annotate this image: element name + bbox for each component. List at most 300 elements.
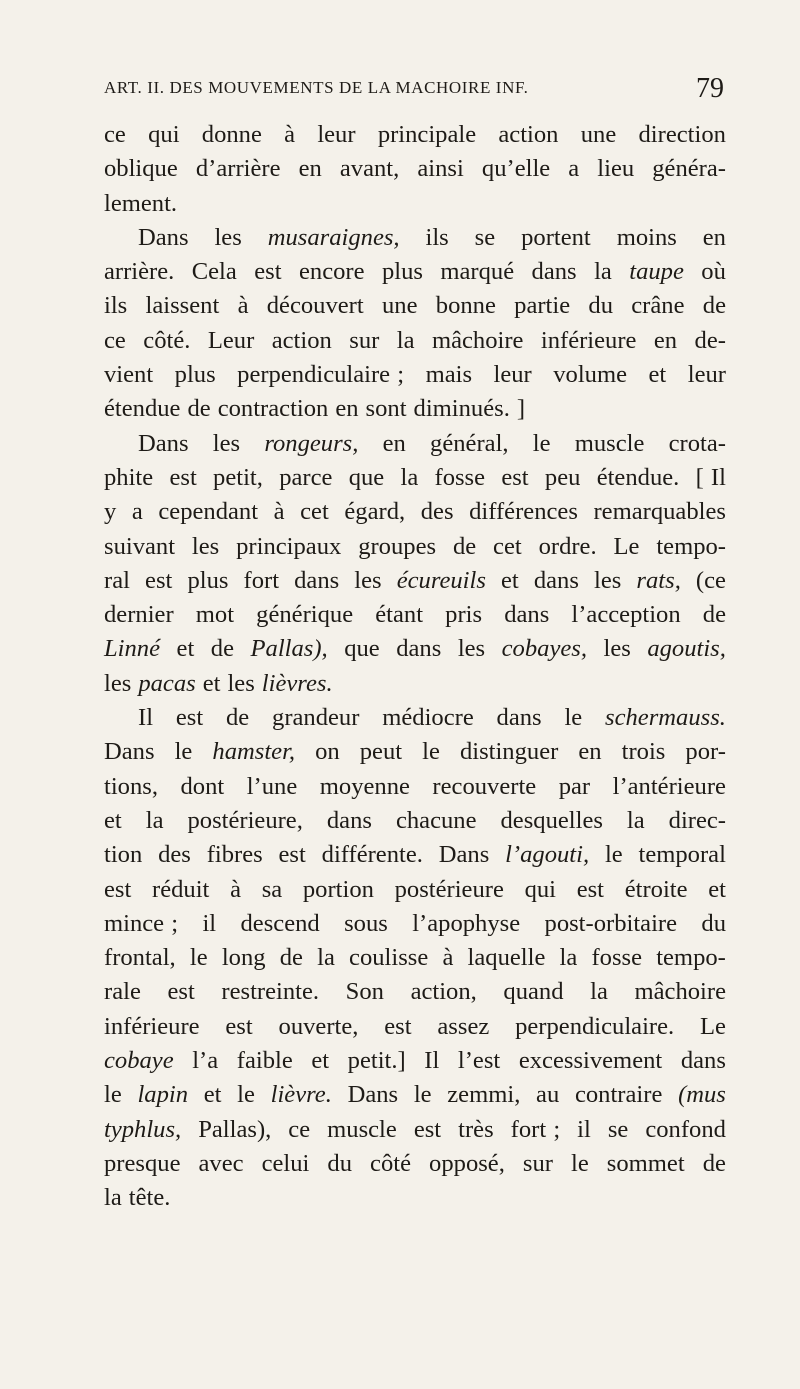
word: dans bbox=[396, 635, 442, 663]
text-line bbox=[104, 1147, 726, 1181]
text-line bbox=[104, 907, 726, 941]
word: les bbox=[603, 635, 631, 663]
word: les bbox=[594, 566, 622, 594]
word: est bbox=[254, 258, 282, 286]
word: ils bbox=[104, 292, 128, 320]
word: lièvres. bbox=[261, 669, 333, 697]
word: direction bbox=[638, 121, 726, 148]
word: fort ; bbox=[510, 1115, 561, 1143]
word: l’apophyse bbox=[412, 909, 521, 937]
word: (ce bbox=[695, 566, 726, 594]
word: faible bbox=[236, 1047, 293, 1075]
word: opposé, bbox=[429, 1149, 505, 1177]
word: est bbox=[225, 1012, 253, 1040]
word: crota- bbox=[668, 429, 726, 457]
text-line bbox=[104, 735, 726, 769]
word: est bbox=[145, 566, 173, 594]
text-line bbox=[104, 392, 726, 426]
word: l’est bbox=[457, 1047, 501, 1075]
word: et bbox=[203, 1081, 222, 1109]
word: ce bbox=[104, 326, 126, 354]
word: il bbox=[202, 909, 217, 937]
word: por- bbox=[685, 738, 726, 766]
word: diminués. bbox=[413, 395, 510, 423]
word: les bbox=[104, 669, 132, 697]
word: côté bbox=[370, 1149, 412, 1177]
word: dans bbox=[326, 806, 372, 834]
word: plus bbox=[381, 258, 423, 286]
word: ce bbox=[104, 121, 126, 148]
text-line bbox=[104, 461, 726, 495]
word: la bbox=[400, 463, 419, 491]
word: tempo- bbox=[656, 944, 726, 972]
word: presque bbox=[104, 1149, 181, 1177]
text-line bbox=[104, 701, 726, 735]
word: vient bbox=[104, 361, 154, 389]
word: le bbox=[571, 1149, 589, 1177]
text-line bbox=[104, 975, 726, 1009]
word: que bbox=[344, 635, 380, 663]
word: hamster, bbox=[212, 738, 296, 766]
word: cet bbox=[493, 532, 522, 560]
word: peut bbox=[359, 738, 403, 766]
word: à bbox=[284, 121, 296, 148]
word: le bbox=[104, 1081, 122, 1109]
word: Dans bbox=[347, 1081, 399, 1109]
text-line bbox=[104, 427, 726, 461]
word: le bbox=[604, 841, 623, 869]
text-line bbox=[104, 152, 726, 186]
word: muscle bbox=[327, 1115, 397, 1143]
text-line bbox=[104, 1113, 726, 1147]
text-line bbox=[104, 770, 726, 804]
word: avec bbox=[198, 1149, 244, 1177]
word: ] bbox=[516, 395, 526, 423]
word: bonne bbox=[435, 292, 496, 320]
page-number: 79 bbox=[696, 73, 724, 104]
word: ils bbox=[425, 223, 449, 251]
word: typhlus, bbox=[104, 1115, 182, 1143]
word: est bbox=[167, 978, 195, 1006]
word: généra- bbox=[652, 155, 726, 183]
word: l’acception bbox=[571, 601, 681, 629]
word: de bbox=[452, 532, 477, 560]
text-line bbox=[104, 1044, 726, 1078]
word: est bbox=[104, 875, 132, 903]
word: phite bbox=[104, 463, 154, 491]
text-line bbox=[104, 598, 726, 632]
word: long bbox=[221, 944, 266, 972]
text-line bbox=[104, 804, 726, 838]
word: écureuils bbox=[396, 566, 486, 594]
word: du bbox=[701, 909, 726, 937]
text-line bbox=[104, 324, 726, 358]
word: chacune bbox=[395, 806, 477, 834]
word: se bbox=[607, 1115, 629, 1143]
word: étendue bbox=[104, 395, 181, 423]
word: en bbox=[298, 155, 322, 183]
word: et bbox=[104, 806, 122, 834]
word: de bbox=[210, 635, 234, 663]
word: de- bbox=[694, 326, 726, 354]
word: de bbox=[187, 395, 211, 423]
word: dans bbox=[294, 566, 340, 594]
word: générique bbox=[256, 601, 354, 629]
word: dans bbox=[680, 1047, 726, 1075]
word: remarquables bbox=[593, 498, 726, 526]
word: distinguer bbox=[459, 738, 559, 766]
word: qu’elle bbox=[481, 155, 551, 183]
word: celui bbox=[261, 1149, 310, 1177]
word: a bbox=[568, 155, 580, 183]
word: temporal bbox=[638, 841, 726, 869]
word: et bbox=[708, 875, 726, 903]
word: Le bbox=[700, 1012, 726, 1040]
word: lement. bbox=[104, 189, 178, 217]
word: sur bbox=[349, 326, 380, 354]
word: le bbox=[174, 738, 193, 766]
word: différences bbox=[469, 498, 578, 526]
word: il bbox=[577, 1115, 591, 1143]
word: l’antérieure bbox=[612, 772, 726, 800]
word: très bbox=[458, 1115, 494, 1143]
word: grandeur bbox=[272, 704, 360, 732]
word: contraction bbox=[217, 395, 329, 423]
word: des bbox=[158, 841, 191, 869]
word: post-orbitaire bbox=[544, 909, 678, 937]
word: musaraignes, bbox=[267, 223, 400, 251]
word: rale bbox=[104, 978, 141, 1006]
word: se bbox=[474, 223, 496, 251]
word: qui bbox=[524, 875, 556, 903]
word: les bbox=[457, 635, 486, 663]
word: la bbox=[145, 806, 164, 834]
word: arrière. bbox=[104, 258, 175, 286]
word: une bbox=[381, 292, 418, 320]
word: rongeurs, bbox=[264, 429, 359, 457]
word: action bbox=[498, 121, 559, 148]
running-head bbox=[104, 73, 724, 110]
word: contraire bbox=[574, 1081, 663, 1109]
word: et bbox=[648, 361, 667, 389]
word: sa bbox=[261, 875, 283, 903]
word: action bbox=[271, 326, 332, 354]
word: est bbox=[384, 1012, 412, 1040]
word: en bbox=[702, 223, 726, 251]
word: peu bbox=[544, 463, 581, 491]
word: est bbox=[413, 1115, 442, 1143]
word: Dans bbox=[138, 429, 189, 457]
word: et bbox=[311, 1047, 330, 1075]
word: découvert bbox=[266, 292, 364, 320]
word: égard, bbox=[344, 498, 406, 526]
word: fibres bbox=[206, 841, 263, 869]
word: et bbox=[202, 669, 221, 697]
word: les bbox=[227, 669, 255, 697]
word: étroite bbox=[624, 875, 688, 903]
word: les bbox=[354, 566, 382, 594]
word: la bbox=[590, 978, 608, 1006]
word: groupes bbox=[358, 532, 437, 560]
word: de bbox=[702, 1149, 726, 1177]
word: petit.] bbox=[347, 1047, 406, 1075]
word: mince ; bbox=[104, 909, 179, 937]
word: est bbox=[576, 875, 605, 903]
word: fosse bbox=[434, 463, 486, 491]
word: tête. bbox=[128, 1184, 171, 1212]
text-line bbox=[104, 187, 726, 221]
word: Il bbox=[138, 704, 154, 732]
word: étendue. bbox=[596, 463, 680, 491]
word: coulisse bbox=[349, 944, 429, 972]
word: quand bbox=[503, 978, 564, 1006]
word: restreinte. bbox=[221, 978, 320, 1006]
word: cet bbox=[300, 498, 329, 526]
word: leur bbox=[317, 121, 356, 148]
word: moins bbox=[616, 223, 677, 251]
word: zemmi, bbox=[447, 1081, 521, 1109]
word: desquelles bbox=[500, 806, 603, 834]
text-line bbox=[104, 1010, 726, 1044]
word: est bbox=[169, 463, 197, 491]
word: le bbox=[237, 1081, 255, 1109]
word: Pallas), bbox=[198, 1115, 272, 1143]
word: portion bbox=[302, 875, 374, 903]
text-line bbox=[104, 530, 726, 564]
word: d’arrière bbox=[195, 155, 281, 183]
word: le bbox=[422, 738, 440, 766]
text-line bbox=[104, 358, 726, 392]
word: à bbox=[442, 944, 454, 972]
word: Son bbox=[345, 978, 384, 1006]
word: cependant bbox=[158, 498, 259, 526]
word: leur bbox=[687, 361, 726, 389]
text-line bbox=[104, 1181, 726, 1215]
word: le bbox=[413, 1081, 432, 1109]
word: la bbox=[396, 326, 415, 354]
word: encore bbox=[298, 258, 365, 286]
word: ordre. bbox=[538, 532, 597, 560]
word: Le bbox=[613, 532, 640, 560]
word: la bbox=[559, 944, 578, 972]
word: ral bbox=[104, 566, 130, 594]
word: agoutis, bbox=[647, 635, 726, 663]
word: portent bbox=[521, 223, 591, 251]
word: volume bbox=[553, 361, 628, 389]
word: mot bbox=[195, 601, 235, 629]
word: ainsi bbox=[417, 155, 464, 183]
word: leur bbox=[493, 361, 532, 389]
word: principaux bbox=[236, 532, 342, 560]
word: descend bbox=[240, 909, 320, 937]
word: lieu bbox=[597, 155, 635, 183]
word: schermauss. bbox=[605, 704, 726, 732]
word: est bbox=[501, 463, 529, 491]
text-line bbox=[104, 667, 726, 701]
word: la bbox=[104, 1184, 122, 1212]
word: on bbox=[315, 738, 340, 766]
word: côté. bbox=[143, 326, 191, 354]
word: et bbox=[176, 635, 195, 663]
word: par bbox=[558, 772, 591, 800]
word: confond bbox=[645, 1115, 726, 1143]
word: les bbox=[191, 532, 220, 560]
word: suivant bbox=[104, 532, 176, 560]
word: dans bbox=[533, 566, 579, 594]
word: a bbox=[131, 498, 143, 526]
word: de bbox=[702, 292, 726, 320]
word: la bbox=[626, 806, 645, 834]
word: tion bbox=[104, 841, 143, 869]
word: que bbox=[348, 463, 385, 491]
word: sont bbox=[365, 395, 407, 423]
word: l’a bbox=[192, 1047, 219, 1075]
word: direc- bbox=[668, 806, 726, 834]
word: en bbox=[578, 738, 602, 766]
word: le bbox=[564, 704, 583, 732]
word: des bbox=[420, 498, 454, 526]
word: l’agouti, bbox=[505, 841, 590, 869]
word: mâchoire bbox=[634, 978, 726, 1006]
word: moyenne bbox=[319, 772, 410, 800]
text-line bbox=[104, 941, 726, 975]
word: marqué bbox=[440, 258, 515, 286]
word: le bbox=[189, 944, 208, 972]
word: parce bbox=[279, 463, 333, 491]
word: postérieure, bbox=[187, 806, 303, 834]
word: donne bbox=[201, 121, 262, 148]
word: la bbox=[594, 258, 612, 286]
word: à bbox=[230, 875, 241, 903]
text-line bbox=[104, 564, 726, 598]
word: cobaye bbox=[104, 1047, 174, 1075]
word: excessivement bbox=[518, 1047, 663, 1075]
word: y bbox=[104, 498, 117, 526]
word: plus bbox=[174, 361, 216, 389]
word: inférieure bbox=[540, 326, 637, 354]
word: Il bbox=[424, 1047, 440, 1075]
word: dans bbox=[531, 258, 577, 286]
word: une bbox=[580, 121, 617, 148]
word: général, bbox=[430, 429, 509, 457]
word: sous bbox=[344, 909, 388, 937]
word: à bbox=[273, 498, 285, 526]
word: recouverte bbox=[432, 772, 537, 800]
text-line bbox=[104, 221, 726, 255]
word: médiocre bbox=[382, 704, 474, 732]
word: lièvre. bbox=[270, 1081, 332, 1109]
text-line bbox=[104, 289, 726, 323]
word: la bbox=[317, 944, 335, 972]
word: les bbox=[212, 429, 241, 457]
word: petit, bbox=[213, 463, 263, 491]
word: laquelle bbox=[467, 944, 546, 972]
text-line bbox=[104, 118, 726, 152]
word: est bbox=[175, 704, 204, 732]
word: muscle bbox=[574, 429, 645, 457]
word: principale bbox=[377, 121, 477, 148]
word: action, bbox=[410, 978, 477, 1006]
word: fort bbox=[243, 566, 280, 594]
word: pacas bbox=[138, 669, 196, 697]
text-line bbox=[104, 873, 726, 907]
word: Dans bbox=[438, 841, 490, 869]
word: fosse bbox=[591, 944, 643, 972]
word: rats, bbox=[636, 566, 681, 594]
word: sur bbox=[522, 1149, 553, 1177]
text-line bbox=[104, 255, 726, 289]
word: Linné bbox=[104, 635, 161, 663]
word: différente. bbox=[321, 841, 423, 869]
body-text bbox=[104, 118, 726, 1216]
word: les bbox=[214, 223, 242, 251]
word: postérieure bbox=[394, 875, 504, 903]
word: étant bbox=[375, 601, 424, 629]
word: Dans bbox=[104, 738, 155, 766]
word: en bbox=[653, 326, 678, 354]
word: et bbox=[501, 566, 519, 594]
word: en bbox=[382, 429, 406, 457]
word: dernier bbox=[104, 601, 174, 629]
word: avant, bbox=[339, 155, 400, 183]
word: à bbox=[237, 292, 249, 320]
word: au bbox=[536, 1081, 560, 1109]
word: mâchoire bbox=[431, 326, 524, 354]
word: Dans bbox=[138, 223, 189, 251]
word: assez bbox=[437, 1012, 490, 1040]
word: plus bbox=[187, 566, 229, 594]
word: Pallas), bbox=[250, 635, 328, 663]
word: ouverte, bbox=[278, 1012, 359, 1040]
word: l’une bbox=[246, 772, 298, 800]
word: cobayes, bbox=[501, 635, 587, 663]
word: est bbox=[278, 841, 306, 869]
word: tempo- bbox=[656, 532, 726, 560]
word: de bbox=[225, 704, 250, 732]
word: trois bbox=[621, 738, 666, 766]
word: lapin bbox=[137, 1081, 189, 1109]
running-title: ART. II. DES MOUVEMENTS DE LA MACHOIRE INF. bbox=[104, 78, 529, 97]
word: Leur bbox=[207, 326, 255, 354]
word: de bbox=[279, 944, 303, 972]
text-line bbox=[104, 1078, 726, 1112]
word: oblique bbox=[104, 155, 178, 183]
word: partie bbox=[514, 292, 571, 320]
word: qui bbox=[148, 121, 180, 148]
word: où bbox=[701, 258, 726, 286]
word: dans bbox=[496, 704, 542, 732]
word: ce bbox=[288, 1115, 311, 1143]
word: tions, bbox=[104, 772, 158, 800]
word: Cela bbox=[191, 258, 237, 286]
word: perpendiculaire. bbox=[515, 1012, 675, 1040]
word: (mus bbox=[678, 1081, 726, 1109]
word: du bbox=[588, 292, 613, 320]
word: de bbox=[702, 601, 726, 629]
word: mais bbox=[425, 361, 473, 389]
text-line bbox=[104, 838, 726, 872]
word: dont bbox=[180, 772, 225, 800]
word: le bbox=[532, 429, 551, 457]
word: laissent bbox=[145, 292, 220, 320]
word: dans bbox=[504, 601, 550, 629]
word: frontal, bbox=[104, 944, 176, 972]
word: du bbox=[327, 1149, 353, 1177]
text-line bbox=[104, 632, 726, 666]
word: taupe bbox=[629, 258, 684, 286]
word: sommet bbox=[606, 1149, 685, 1177]
word: inférieure bbox=[104, 1012, 200, 1040]
